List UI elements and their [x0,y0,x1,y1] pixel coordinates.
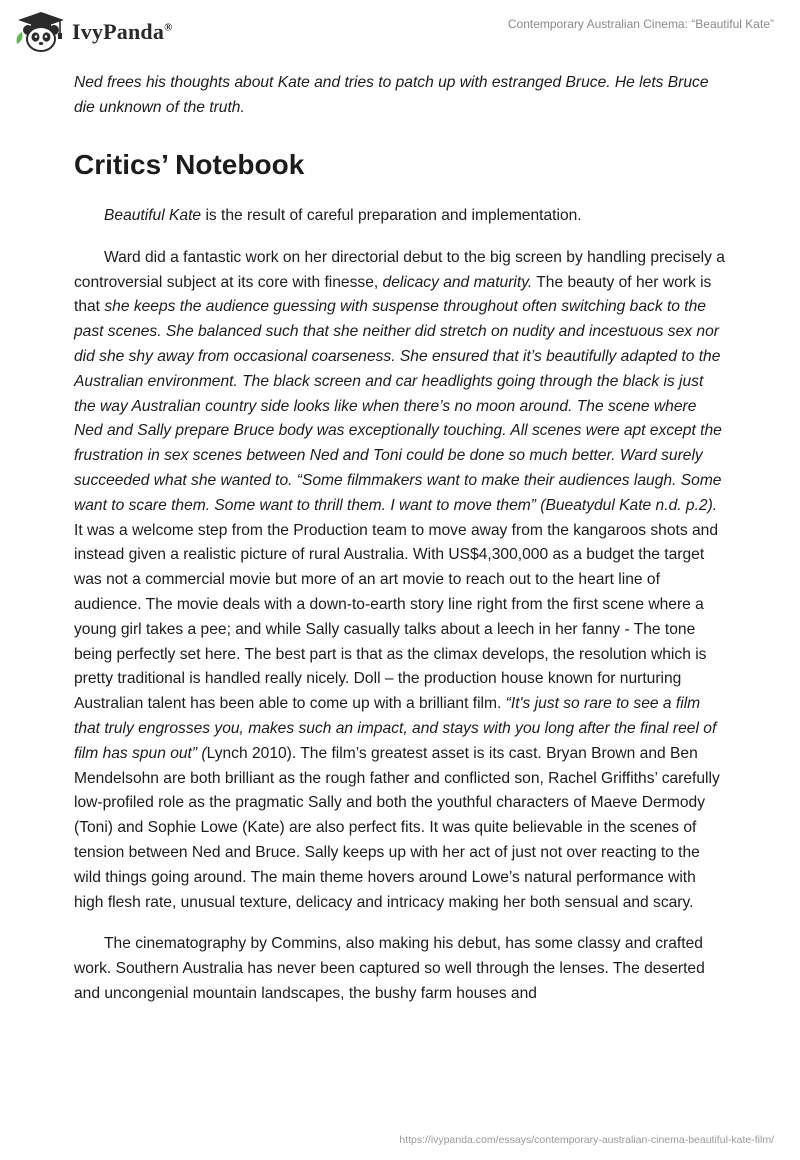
lead-paragraph: Ned frees his thoughts about Kate and tries to patch up with estranged Bruce. He lets Bruce die unknown of the truth. [74,74,709,116]
paragraph-2: Ward did a fantastic work on her directorial debut to the big screen by handling precisely a controversial subject at its core with finesse, delicacy and maturity. The beauty of her work is that she keeps the audience guessing with suspense throughout often switching back to the past scenes. She balanced such that she neither did stretch on nudity and incestuous sex nor did she shy away from occasional coarseness. She ensured that it’s beautifully adapted to the Australian environment. The black screen and car headlights going through the black is just the way Australian country side looks like when there’s no moon around. The scene where Ned and Sally prepare Bruce body was exceptionally touching. All scenes were apt except the frustration in sex scenes between Ned and Toni could be done so much better. Ward surely succeeded what she wanted to. “Some filmmakers want to make their audiences laugh. Some want to scare them. Some want to thrill them. I want to move them” (Bueatydul Kate n.d. p.2). It was a welcome step from the Production team to move away from the kangaroos shots and instead given a realistic picture of rural Australia. With US$4,300,000 as a budget the target was not a commercial movie but more of an art movie to reach out to the heart line of audience. The movie deals with a down-to-earth story line right from the first scene where a young girl takes a pee; and while Sally casually talks about a leech in her fanny - The tone being perfectly set here. The best part is that as the climax develops, the resolution which is pretty traditional is handled really nicely. Doll – the production house known for nurturing Australian talent has been able to come up with a brilliant film. “It's just so rare to see a film that truly engrosses you, makes such an impact, and stays with you long after the final reel of film has spun out” (Lynch 2010). The film’s greatest asset is its cast. Bryan Brown and Ben Mendelsohn are both brilliant as the rough father and conflicted son, Rachel Griffiths’ carefully low-profiled role as the pragmatic Sally and both the youthful characters of Maeve Dermody (Toni) and Sophie Lowe (Kate) are also perfect fits. It was quite believable in the scenes of tension between Ned and Bruce. Sally keeps up with her act of just not over reacting to the wild things going around. The main theme hovers around Lowe’s natural performance with high flesh rate, unusual texture, delicacy and intricacy making her both sensual and scary. [74,248,725,911]
logo-wordmark: IvyPanda® [72,19,173,44]
running-title: Contemporary Australian Cinema: “Beautiful Kate” [507,17,774,31]
film-title: Beautiful Kate [104,207,202,224]
panda-graduate-icon [14,10,68,54]
source-url[interactable]: https://ivypanda.com/essays/contemporary-australian-cinema-beautiful-kate-film/ [399,1134,774,1146]
section-heading: Critics’ Notebook [74,149,305,180]
paragraph-1: Beautiful Kate is the result of careful preparation and implementation. [104,207,582,224]
essay-body [74,71,726,1007]
page-header [0,0,800,60]
paragraph-3: The cinematography by Commins, also making his debut, has some classy and crafted work. Southern Australia has never been captured so well through the lenses. The deserted and uncongenial mountain landscapes, the bushy farm houses and [74,935,705,1002]
ivypanda-logo[interactable] [14,10,173,54]
